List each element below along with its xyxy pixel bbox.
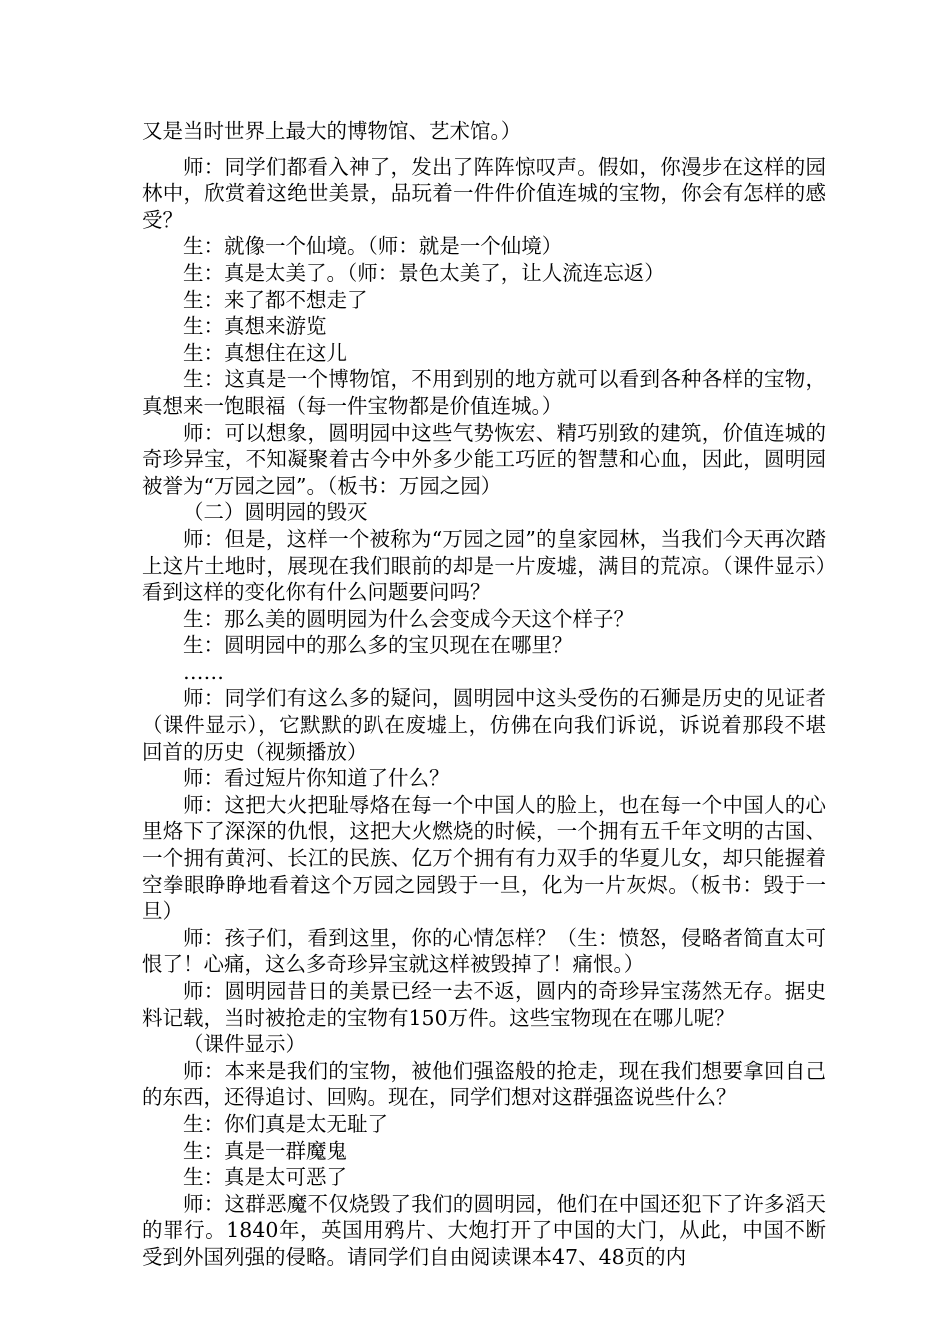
paragraph-teacher: 师：看过短片你知道了什么？ [183, 766, 450, 791]
paragraph-teacher: 师：可以想象，圆明园中这些气势恢宏、精巧别致的建筑，价值连城的奇珍异宝，不知凝聚着古今中外多少能工巧匠的智慧和心血，因此，圆明园被誉为“万园之园”。（板书：万园之园） [142, 420, 826, 498]
paragraph-student: 生：来了都不想走了 [183, 287, 368, 312]
paragraph-teacher: 师：同学们都看入神了，发出了阵阵惊叹声。假如，你漫步在这样的园林中，欣赏着这绝世美景，品玩着一件件价值连城的宝物，你会有怎样的感受？ [142, 154, 826, 232]
paragraph-student: 生：就像一个仙境。（师：就是一个仙境） [183, 234, 563, 259]
paragraph-teacher: 师：同学们有这么多的疑问，圆明园中这头受伤的石狮是历史的见证者（课件显示），它默默的趴在废墟上，仿佛在向我们诉说，诉说着那段不堪回首的历史（视频播放） [142, 686, 826, 764]
paragraph-student: 生：真想来游览 [183, 314, 327, 339]
document-page [142, 118, 826, 1271]
paragraph-teacher: 师：这把大火把耻辱烙在每一个中国人的脸上，也在每一个中国人的心里烙下了深深的仇恨，这把大火燃烧的时候，一个拥有五千年文明的古国、一个拥有黄河、长江的民族、亿万个拥有有力双手的华夏儿女，却只能握着空拳眼睁睁地看着这个万园之园毁于一旦，化为一片灰烬。（板书：毁于一旦） [142, 792, 826, 924]
paragraph-student: 生：真是太美了。（师：景色太美了，让人流连忘返） [183, 260, 665, 285]
paragraph-teacher: 师：但是，这样一个被称为“万园之园”的皇家园林，当我们今天再次踏上这片土地时，展现在我们眼前的却是一片废墟，满目的荒凉。（课件显示）看到这样的变化你有什么问题要问吗？ [142, 526, 826, 605]
paragraph-teacher: 师：孩子们，看到这里，你的心情怎样？（生：愤怒，侵略者简直太可恨了！心痛，这么多奇珍异宝就这样被毁掉了！痛恨。） [142, 925, 826, 977]
ellipsis-line: …… [183, 659, 224, 684]
paragraph-student: 生：真是太可恶了 [183, 1165, 347, 1190]
paragraph-student: 生：真是一群魔鬼 [183, 1138, 347, 1163]
paragraph-teacher: 师：圆明园昔日的美景已经一去不返，圆内的奇珍异宝荡然无存。据史料记载，当时被抢走的宝物有150万件。这些宝物现在在哪儿呢？ [142, 979, 826, 1030]
paragraph-teacher: 师：这群恶魔不仅烧毁了我们的圆明园，他们在中国还犯下了许多滔天的罪行。1840年，英国用鸦片、大炮打开了中国的大门，从此，中国不断受到外国列强的侵略。请同学们自由阅读课本47、48页的内 [142, 1191, 826, 1269]
paragraph-note: （课件显示） [183, 1032, 306, 1057]
section-heading: （二）圆明园的毁灭 [183, 500, 368, 525]
paragraph-student: 生：圆明园中的那么多的宝贝现在在哪里？ [183, 633, 573, 658]
paragraph-teacher: 师：本来是我们的宝物，被他们强盗般的抢走，现在我们想要拿回自己的东西，还得追讨、回购。现在，同学们想对这群强盗说些什么？ [142, 1058, 826, 1110]
paragraph-student: 生：这真是一个博物馆，不用到别的地方就可以看到各种各样的宝物，真想来一饱眼福（每一件宝物都是价值连城。） [142, 367, 826, 418]
paragraph-student: 生：你们真是太无耻了 [183, 1111, 388, 1136]
paragraph-student: 生：真想住在这儿 [183, 340, 347, 365]
paragraph-student: 生：那么美的圆明园为什么会变成今天这个样子？ [183, 606, 634, 631]
paragraph-continuation: 又是当时世界上最大的博物馆、艺术馆。） [142, 119, 522, 143]
